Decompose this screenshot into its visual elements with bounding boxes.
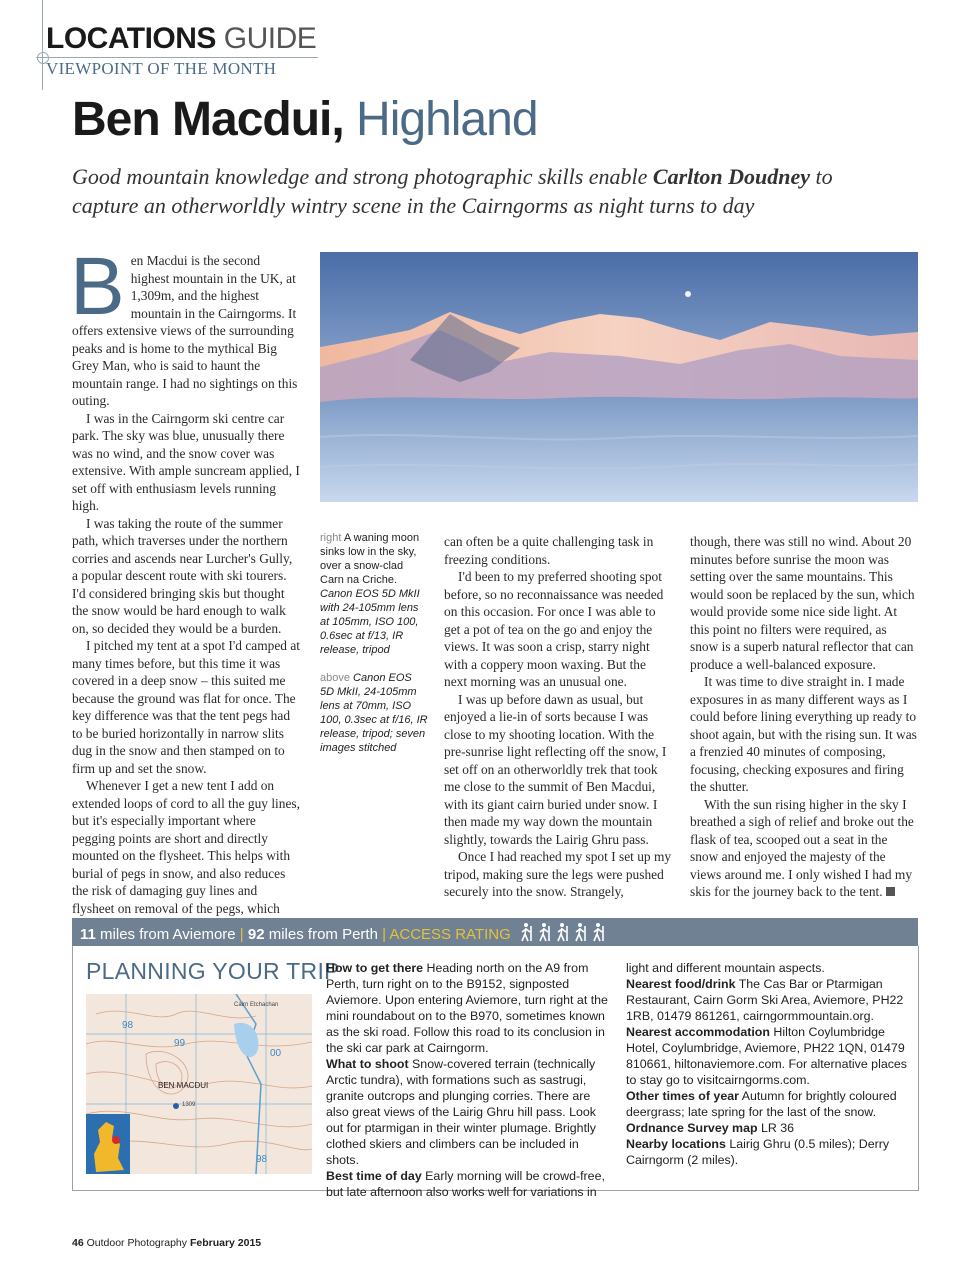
info-text: light and different mountain aspects.	[626, 961, 825, 975]
map-grid-label: 00	[270, 1048, 282, 1059]
info-label: Nearby locations	[626, 1137, 726, 1151]
info-item	[626, 1120, 911, 1136]
caption-tech: Canon EOS 5D MkII with 24-105mm lens at 105mm, ISO 100, 0.6sec at f/13, IR release, tripod	[320, 588, 420, 656]
os-map	[86, 994, 312, 1174]
hiker-icons	[519, 922, 611, 946]
header-rule	[36, 57, 318, 58]
access-rating-label: ACCESS RATING	[389, 926, 511, 943]
info-label: What to shoot	[326, 1057, 409, 1071]
article-column-1	[70, 241, 300, 917]
paragraph: I was up before dawn as usual, but enjoyed a lie-in of sorts because I was close to my shooting location. With the pre-sunrise light reflecting off the snow, I set off on an otherworldly trek that took me close to the summit of Ben Macdui, with its giant cairn buried under snow. I then made my way down the mountain slightly, towards the Lairig Ghru pass.	[444, 691, 667, 847]
article-column-4	[690, 533, 918, 901]
section-title-bold: LOCATIONS	[46, 22, 216, 55]
info-label: How to get there	[326, 961, 424, 975]
caption-above	[320, 671, 428, 755]
issue-date: February 2015	[189, 1237, 262, 1249]
paragraph: I was in the Cairngorm ski centre car park. The sky was blue, unusually there was no wind, and the snow cover was extensive. With ample suncream applied, I set off with enthusiasm levels running high.	[72, 410, 300, 513]
planning-title: PLANNING YOUR TRIP	[86, 958, 340, 984]
miles-perth-label: miles from Perth	[268, 926, 378, 943]
info-item	[626, 960, 911, 976]
info-text: The Cas Bar or Ptarmigan Restaurant, Cairn Gorm Ski Area, Aviemore, PH22 1RB, 01479 861261, cairngormmountain.org.	[626, 977, 904, 1023]
info-item	[326, 1056, 611, 1168]
standfirst-after: to capture an otherworldly wintry scene in the Cairngorms as night turns to day	[72, 164, 833, 218]
article-column-3	[444, 533, 672, 901]
info-text: Snow-covered terrain (technically Arctic tundra), with formations such as sastrugi, granite outcrops and plunging corries. There are also great views of the Lairig Ghru hill pass. Look out for ptarmigan in their winter plumage. Brightly clothed skiers and climbers can be included in shots.	[326, 1057, 596, 1167]
photo-illustration	[320, 252, 918, 502]
info-text: Heading north on the A9 from Perth, turn right on to the B9152, signposted Aviemore. Upon entering Aviemore, turn right at the mini roundabout on to the B970, sometimes known as the ski road. Follow this road to its conclusion in the ski car park at Cairngorm.	[326, 961, 608, 1055]
map-peak-label: BEN MACDUI	[158, 1081, 209, 1090]
miles-aviemore-label: miles from Aviemore	[100, 926, 236, 943]
miles-aviemore: 11	[80, 926, 96, 943]
caption-label: above	[320, 672, 350, 684]
map-height-label: 1309	[182, 1102, 196, 1108]
info-text: Autumn for brightly coloured deergrass; late spring for the last of the snow.	[626, 1089, 897, 1119]
headline	[72, 92, 538, 147]
separator: |	[382, 926, 387, 943]
map-grid-label: 98	[122, 1020, 134, 1031]
subsection-title: VIEWPOINT OF THE MONTH	[46, 59, 277, 78]
info-item	[626, 1136, 911, 1168]
paragraph: though, there was still no wind. About 20 minutes before sunrise the moon was setting over the same mountains. This would soon be replaced by the sun, which would provide some nice side light. At this point no filters were required, as snow is a superb natural reflector that can produce a well-balanced exposure.	[690, 534, 915, 672]
map-grid-label: 99	[174, 1038, 186, 1049]
drop-cap: B	[70, 241, 125, 332]
info-text: Lairig Ghru (0.5 miles); Derry Cairngorm (2 miles).	[626, 1137, 890, 1167]
map-cairn-label: Cairn Etchachan	[234, 1002, 279, 1008]
magazine-name: Outdoor Photography	[86, 1237, 188, 1249]
header-vertical-rule	[42, 0, 43, 90]
standfirst-before: Good mountain knowledge and strong photographic skills enable	[72, 164, 653, 189]
separator: |	[239, 926, 244, 943]
paragraph: can often be a quite challenging task in freezing conditions.	[444, 534, 654, 567]
section-title-light: GUIDE	[223, 22, 317, 55]
paragraph: I was taking the route of the summer path, which traverses under the northern corries and ascends near Lurcher's Gully, a popular descent route with ski tourers. I'd considered bringing skis but thought the snow would be hard enough to walk on, so decided they would be a burden.	[72, 515, 293, 636]
info-item	[626, 1024, 911, 1088]
info-label: Other times of year	[626, 1089, 739, 1103]
headline-bold: Ben Macdui,	[72, 93, 344, 146]
info-text: Early morning will be crowd-free, but late afternoon also works well for variations in	[326, 1169, 605, 1199]
page-footer	[72, 1237, 261, 1249]
photo-captions	[320, 531, 428, 755]
caption-tech: Canon EOS 5D MkII, 24-105mm lens at 70mm, ISO 100, 0.3sec at f/16, IR release, tripod; seven images stitched	[320, 672, 428, 754]
info-text: Hilton Coylumbridge Hotel, Coylumbridge, Aviemore, PH22 1QN, 01479 810661, hiltonaviemore.com. For alternative places to stay go to visitcairngorms.com.	[626, 1025, 908, 1087]
paragraph: It was time to dive straight in. I made exposures in as many different ways as I could before lining everything up ready to shoot again, but with the rising sun. It was a frenzied 40 minutes of composing, focusing, checking exposures and firing the shutter.	[690, 674, 917, 794]
info-label: Nearest accommodation	[626, 1025, 770, 1039]
planning-info-col-2	[626, 960, 911, 1168]
info-item	[326, 960, 611, 1056]
info-label: Nearest food/drink	[626, 977, 736, 991]
paragraph-text: With the sun rising higher in the sky I breathed a sigh of relief and broke out the flask of tea, scooped out a seat in the snow and enjoyed the majesty of the views around me. I only wished I had my skis for the journey back to the tent.	[690, 796, 914, 899]
paragraph: I'd been to my preferred shooting spot before, so no reconnaissance was needed on this occasion. For once I was able to get a pot of tea on the go and enjoy the views. It was soon a crisp, starry night with a coppery moon waxing. But the next morning was an unusual one.	[444, 569, 664, 689]
paragraph: en Macdui is the second highest mountain in the UK, at 1,309m, and the highest mountain in the Cairngorms. It offers extensive views of the surrounding peaks and is home to the mythical Big Grey Man, who is said to haunt the mountain range. I had no sightings on this outing.	[72, 253, 298, 408]
paragraph	[690, 796, 918, 901]
headline-light: Highland	[356, 93, 538, 146]
standfirst-author: Carlton Doudney	[652, 164, 811, 189]
map-illustration	[86, 994, 312, 1174]
info-item	[326, 1168, 611, 1200]
info-label: Best time of day	[326, 1169, 422, 1183]
miles-perth: 92	[247, 926, 265, 943]
paragraph: Once I had reached my spot I set up my tripod, making sure the legs were pushed securely into the snow. Strangely,	[444, 849, 672, 899]
paragraph: Whenever I get a new tent I add on extended loops of cord to all the guy lines, but it's especially important where pegging points are short and directly mounted on the flysheet. This helps with burial of pegs in snow, and also reduces the risk of damaging guy lines and flysheet on removal of the pegs, which	[72, 778, 300, 916]
planning-info-col-1	[326, 960, 611, 1200]
info-item	[626, 976, 911, 1024]
info-label: Ordnance Survey map	[626, 1121, 758, 1135]
section-title	[46, 22, 316, 56]
distance-bar-text	[80, 922, 611, 946]
mountain-photo	[320, 252, 918, 502]
caption-text: A waning moon sinks low in the sky, over a snow-clad Carn na Criche.	[320, 532, 420, 586]
caption-label: right	[320, 532, 342, 544]
caption-right	[320, 531, 428, 657]
info-item	[626, 1088, 911, 1120]
map-grid-label: 98	[256, 1154, 268, 1165]
access-rating-icons	[519, 922, 611, 942]
page-number: 46	[72, 1237, 84, 1249]
paragraph: I pitched my tent at a spot I'd camped at many times before, but this time it was covered in a deep snow – this suited me because the ground was flat for once. The key difference was that the tent pegs had to be buried horizontally in narrow slits dug in the snow and then stamped on to firm up and set the snow.	[72, 638, 300, 776]
info-text: LR 36	[760, 1121, 795, 1135]
end-mark-icon	[886, 887, 895, 896]
standfirst	[72, 162, 872, 220]
